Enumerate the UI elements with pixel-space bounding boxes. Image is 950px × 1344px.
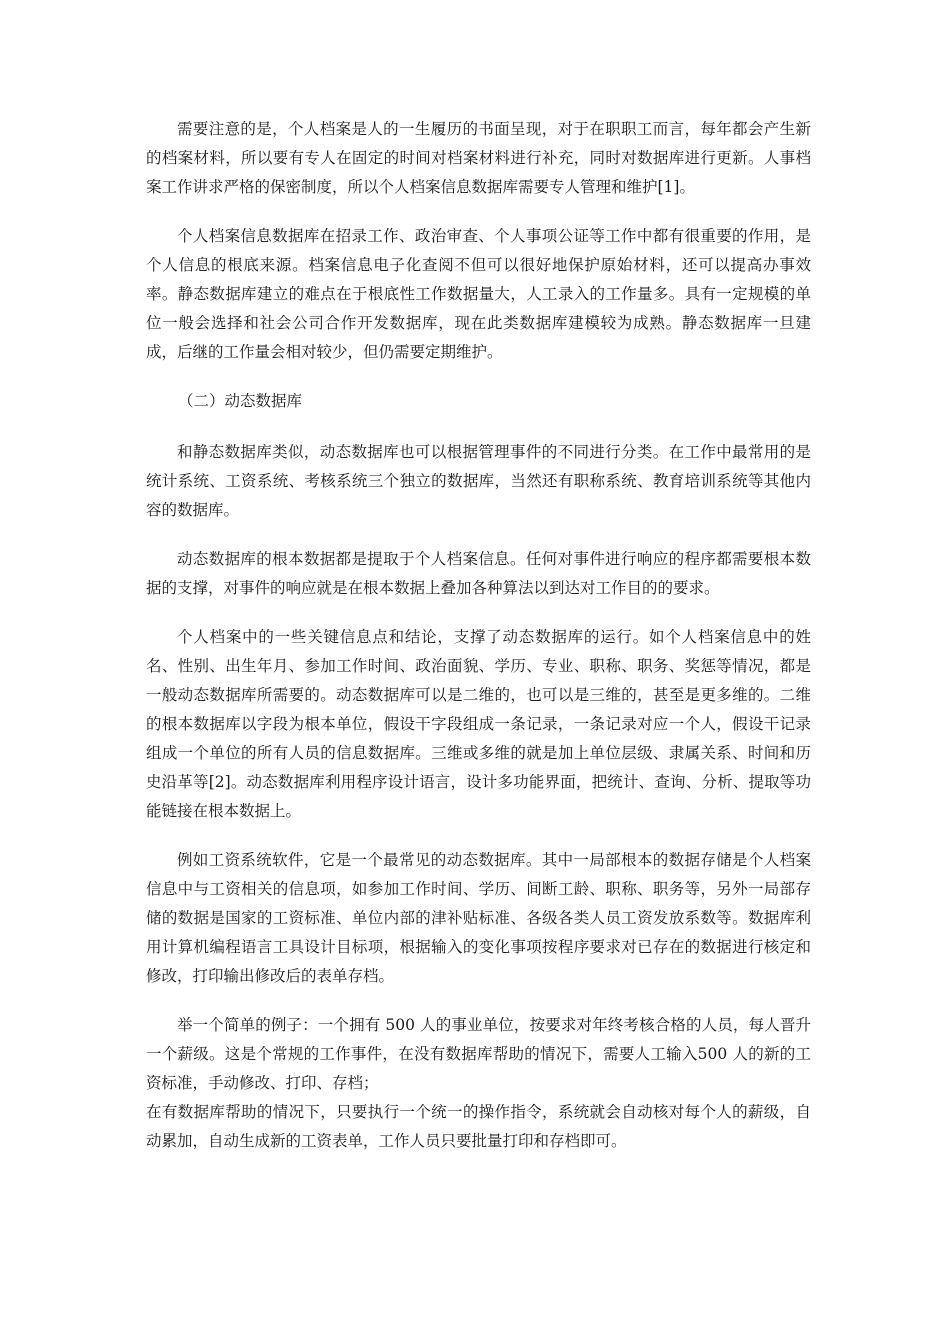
paragraph-archive-database-role: 个人档案信息数据库在招录工作、政治审查、个人事项公证等工作中都有很重要的作用，是个人信息的根底来源。档案信息电子化查阅不但可以很好地保护原始材料，还可以提高办事效率。静态数据库建立的难点在于根底性工作数据量大，人工录入的工作量多。具有一定规模的单位一般会选择和社会公司合作开发数据库，现在此类数据库建模较为成熟。静态数据库一旦建成，后继的工作量会相对较少，但仍需要定期维护。 xyxy=(146,227,811,361)
paragraph-example-part1: 举一个简单的例子：一个拥有 500 人的事业单位，按要求对年终考核合格的人员，每人晋升一个薪级。这是个常规的工作事件，在没有数据库帮助的情况下，需要人工输入500 人的新的工资标准，手动修改、打印、存档； xyxy=(146,1016,811,1092)
paragraph-example-part2: 在有数据库帮助的情况下，只要执行一个统一的操作指令，系统就会自动核对每个人的薪级，自动累加，自动生成新的工资表单，工作人员只要批量打印和存档即可。 xyxy=(146,1103,811,1150)
document-body xyxy=(146,115,811,1176)
section-heading: （二）动态数据库 xyxy=(178,392,303,410)
paragraph-archive-maintenance: 需要注意的是，个人档案是人的一生履历的书面呈现，对于在职职工而言，每年都会产生新的档案材料，所以要有专人在固定的时间对档案材料进行补充，同时对数据库进行更新。人事档案工作讲求严格的保密制度，所以个人档案信息数据库需要专人管理和维护[1]。 xyxy=(146,120,811,196)
paragraph-dynamic-dimensions: 个人档案中的一些关键信息点和结论，支撑了动态数据库的运行。如个人档案信息中的姓名、性别、出生年月、参加工作时间、政治面貌、学历、专业、职称、职务、奖惩等情况，都是一般动态数据库所需要的。动态数据库可以是二维的，也可以是三维的，甚至是更多维的。二维的根本数据库以字段为根本单位，假设干字段组成一条记录，一条记录对应一个人，假设干记录组成一个单位的所有人员的信息数据库。三维或多维的就是加上单位层级、隶属关系、时间和历史沿革等[2]。动态数据库利用程序设计语言，设计多功能界面，把统计、查询、分析、提取等功能链接在根本数据上。 xyxy=(146,628,811,820)
paragraph-salary-system: 例如工资系统软件，它是一个最常见的动态数据库。其中一局部根本的数据存储是个人档案信息中与工资相关的信息项，如参加工作时间、学历、间断工龄、职称、职务等，另外一局部存储的数据是国家的工资标准、单位内部的津补贴标准、各级各类人员工资发放系数等。数据库利用计算机编程语言工具设计目标项，根据输入的变化事项按程序要求对已存在的数据进行核定和修改，打印输出修改后的表单存档。 xyxy=(146,851,811,985)
paragraph-dynamic-classification: 和静态数据库类似，动态数据库也可以根据管理事件的不同进行分类。在工作中最常用的是统计系统、工资系统、考核系统三个独立的数据库，当然还有职称系统、教育培训系统等其他内容的数据库。 xyxy=(146,443,811,519)
paragraph-dynamic-basic-data: 动态数据库的根本数据都是提取于个人档案信息。任何对事件进行响应的程序都需要根本数据的支撑，对事件的响应就是在根本数据上叠加各种算法以到达对工作目的的要求。 xyxy=(146,550,811,597)
